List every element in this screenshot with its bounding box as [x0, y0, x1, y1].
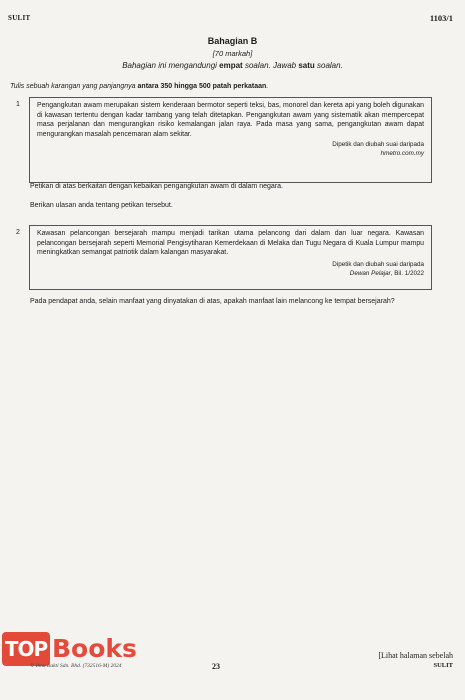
paper-code: 1103/1 [429, 13, 453, 23]
section-instruction-text-3: soalan. [314, 61, 343, 70]
question-2-source-name: Dewan Pelajar [349, 269, 391, 277]
question-1-prompt-1: Petikan di atas berkaitan dengan kebaikan pengangkutan awam di dalam negara. [30, 183, 283, 190]
logo-books-text: Books [52, 634, 137, 663]
question-2-source-line2 [37, 269, 424, 278]
question-2-source-rest: , Bil. 1/2022 [390, 269, 424, 277]
question-1-passage-box [29, 97, 432, 183]
page-number: 23 [212, 662, 220, 671]
question-1-source-name: hmetro.com.my [380, 150, 424, 158]
section-instruction-text-1: Bahagian ini mengandungi [122, 61, 220, 70]
question-2-passage: Kawasan pelancongan bersejarah mampu menjadi tarikan utama pelancong dari dalam dan luar negara. Kawasan pelancongan bersejarah seperti Memorial Pengisytiharan Kemerdekaan di Melaka dan Tugu Negara di Kuala Lumpur mampu meningkatkan semangat patriotik dalam kalangan masyarakat. [37, 230, 424, 257]
essay-instruction-bold: antara 350 hingga 500 patah perkataan [137, 83, 267, 90]
question-2-passage-box [29, 225, 432, 290]
section-instruction-bold-1: empat [219, 61, 243, 70]
question-1-passage: Pengangkutan awam merupakan sistem kenderaan bermotor seperti teksi, bas, monorel dan kereta api yang boleh digunakan di kawasan tertentu dengan kadar tambang yang telah ditetapkan. Pengangkutan awam yang sistematik akan mempercepat masa perjalanan dan mengurangkan risiko kemalangan jalan raya. Pada masa yang sama, pengangkutan awam dapat mengurangkan masalah pencemaran alam sekitar. [37, 102, 424, 138]
footer-sulit: SULIT [433, 662, 453, 669]
publisher-copyright: © Ilmu Bakti Sdn. Bhd. (732516-M) 2024 [30, 663, 122, 669]
question-number-2: 2 [16, 229, 20, 236]
question-2-source-line1: Dipetik dan diubah suai daripada [332, 260, 424, 268]
question-1-source-line1: Dipetik dan diubah suai daripada [332, 141, 424, 149]
question-1-prompt-2: Berikan ulasan anda tentang petikan tersebut. [30, 202, 173, 209]
header-sulit: SULIT [8, 14, 31, 22]
section-instruction-text-2: soalan. Jawab [242, 61, 299, 70]
section-marks: [70 markah] [212, 49, 253, 58]
essay-instruction-text-1: Tulis sebuah karangan yang panjangnya [10, 83, 138, 90]
section-title: Bahagian B [207, 36, 258, 46]
essay-instruction-text-2: . [266, 83, 269, 90]
essay-instruction [10, 83, 268, 90]
section-instruction-bold-2: satu [298, 61, 315, 70]
question-1-source-line2 [37, 149, 424, 158]
topbooks-watermark-logo [2, 632, 152, 676]
section-instruction [0, 61, 465, 70]
next-page-note: [Lihat halaman sebelah [378, 651, 453, 660]
logo-top-badge: TOP [2, 632, 50, 666]
question-number-1: 1 [16, 101, 20, 108]
question-2-prompt: Pada pendapat anda, selain manfaat yang dinyatakan di atas, apakah manfaat lain melancong ke tempat bersejarah? [30, 298, 395, 305]
